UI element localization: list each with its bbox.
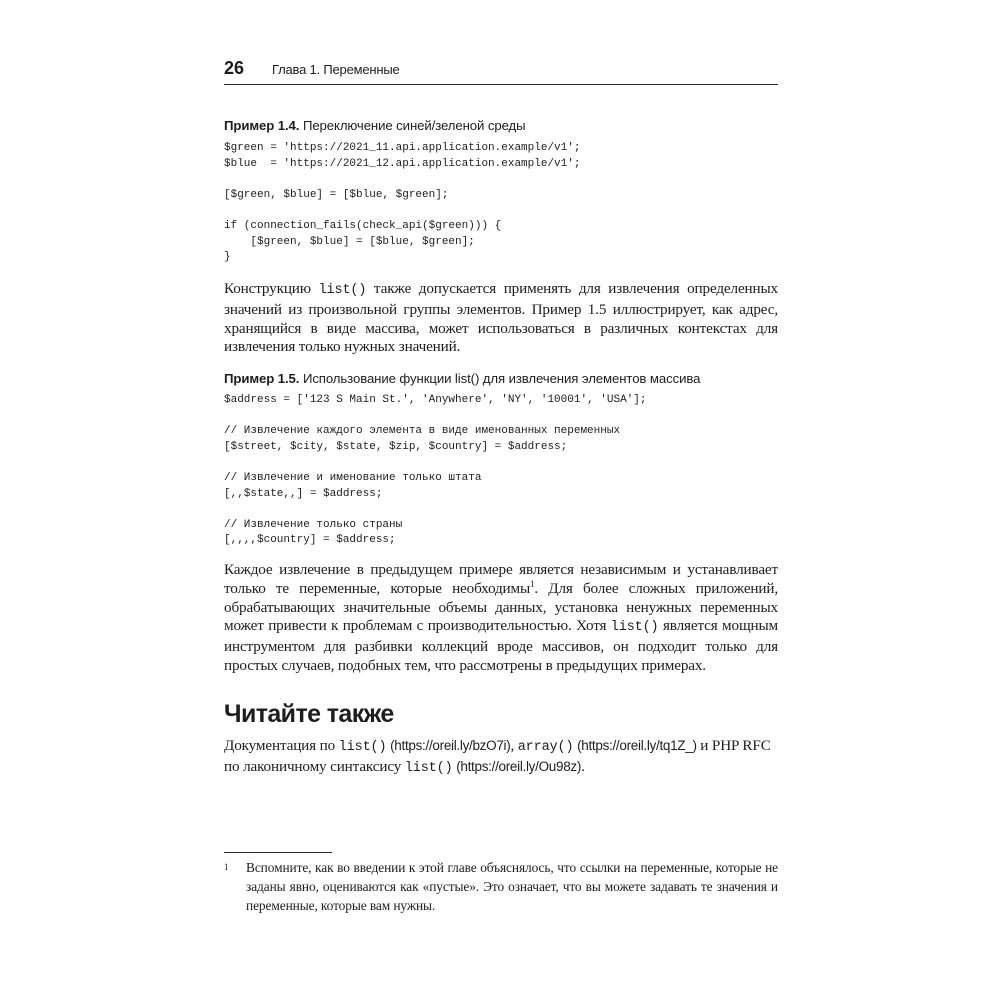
example-title: Использование функции list() для извлечения элементов массива bbox=[302, 371, 701, 386]
example-label: Пример 1.4. bbox=[224, 118, 300, 133]
code-block-1-4: $green = 'https://2021_11.api.application.example/v1'; $blue = 'https://2021_12.api.application.example/v1'; [$green, $blue] = [$blue, $green]; if (connection_fails(check_api($green))) { [$green, $blue] = [$blue, $green]; } bbox=[224, 142, 581, 264]
footnote-divider bbox=[224, 852, 332, 853]
inline-code: list() bbox=[338, 740, 387, 755]
inline-code: array() bbox=[517, 740, 574, 755]
reference-link[interactable]: (https://oreil.ly/Ou98z) bbox=[456, 759, 582, 774]
reference-link[interactable]: (https://oreil.ly/tq1Z_) bbox=[577, 738, 697, 753]
page-number: 26 bbox=[224, 58, 245, 78]
paragraph-independent-extraction: Каждое извлечение в предыдущем примере является независимым и устанавливает только те переменные, которые необходимы$^1$. Для более сложных приложений, обрабатывающих значительные объемы данных, установка ненужных переменных может привести к проблемам с производительностью. Хотя list() является мощным инструментом для разбивки коллекций вроде массивов, он подходит только для простых случаев, подобных тем, что рассмотрены в предыдущих примерах. bbox=[224, 561, 778, 674]
code-block-1-5: $address = ['123 S Main St.', 'Anywhere', 'NY', '10001', 'USA']; // Извлечение каждого элемента в виде именованных переменных [$street, $city, $state, $zip, $country] = $address; // Извлечение и именование только штата [,,$state,,] = $address; // Извлечение только страны [,,,,$country] = $address; bbox=[224, 394, 647, 547]
example-1-4-caption bbox=[224, 118, 526, 133]
see-also-paragraph: Документация по list() (https://oreil.ly/bzO7i), array() (https://oreil.ly/tq1Z_) и PHP RFC по лаконичному синтаксису list() (https://oreil.ly/Ou98z). bbox=[224, 737, 771, 776]
footnote-reference: 1 bbox=[530, 578, 535, 589]
footnote-text: Вспомните, как во введении к этой главе объяснялось, что ссылки на переменные, которые не заданы явно, оцениваются как «пустые». Это означает, что вы можете задавать те значения и переменные, которые вам нужны. bbox=[246, 860, 778, 913]
reference-link[interactable]: (https://oreil.ly/bzO7i) bbox=[390, 738, 511, 753]
running-title: Глава 1. Переменные bbox=[272, 62, 400, 77]
paragraph-list-usage: Конструкцию list() также допускается применять для извлечения определенных значений из произвольной группы элементов. Пример 1.5 иллюстрирует, как адрес, хранящийся в виде массива, может использоваться в различных контекстах для извлечения только нужных значений. bbox=[224, 280, 778, 356]
inline-code: list() bbox=[318, 283, 367, 298]
inline-code: list() bbox=[404, 761, 453, 776]
example-label: Пример 1.5. bbox=[224, 371, 300, 386]
footnote-mark: 1 bbox=[224, 862, 229, 872]
section-heading-see-also: Читайте также bbox=[224, 700, 394, 728]
inline-code: list() bbox=[610, 620, 659, 636]
example-1-5-caption bbox=[224, 371, 700, 386]
example-title: Переключение синей/зеленой среды bbox=[302, 118, 526, 133]
page-header bbox=[224, 58, 778, 85]
footnote bbox=[224, 858, 778, 915]
